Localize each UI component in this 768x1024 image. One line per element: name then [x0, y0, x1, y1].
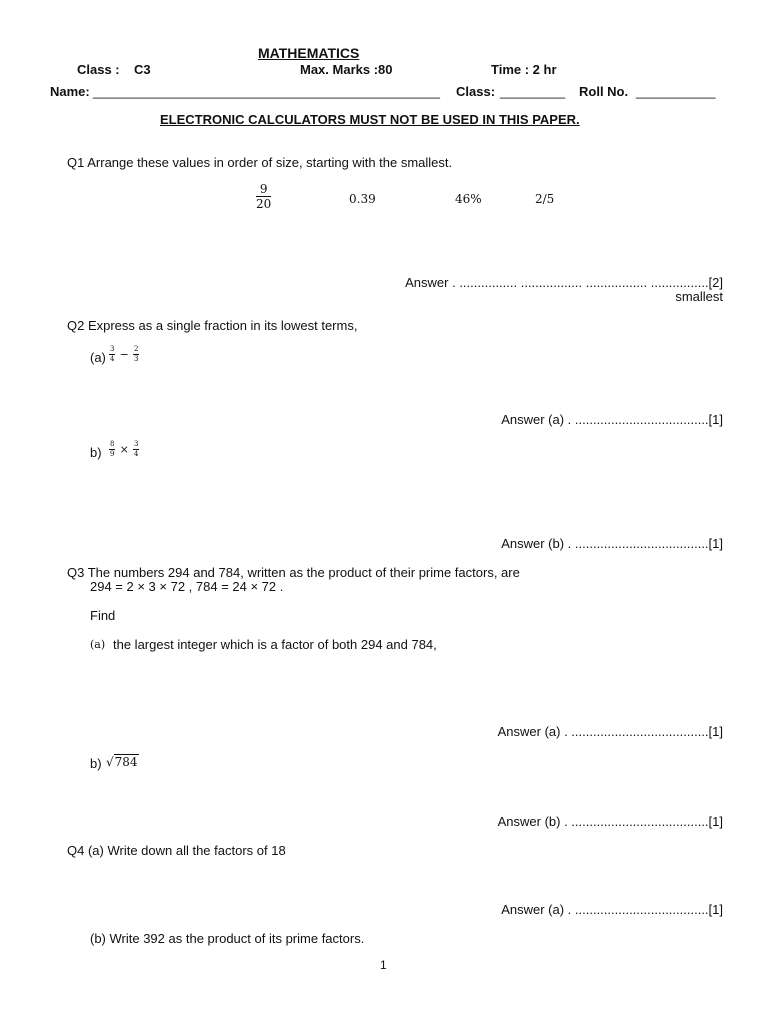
q1-smallest-label: smallest [675, 289, 723, 304]
class-label: Class : [77, 62, 120, 77]
q3b-radicand: 784 [114, 755, 138, 769]
q2b-expression [109, 441, 139, 458]
q3b-square-root [106, 755, 139, 769]
q4a-answer-line[interactable]: Answer (a) . .....................................[1] [501, 902, 723, 917]
q3a-text: the largest integer which is a factor of both 294 and 784, [113, 637, 437, 652]
q1-fraction [256, 183, 271, 210]
page-number: 1 [380, 958, 387, 972]
q2a-expression [109, 346, 139, 363]
q3b-label: b) [90, 756, 102, 771]
name-field[interactable]: ________________________________________________ [93, 84, 441, 99]
q4a-text: Q4 (a) Write down all the factors of 18 [67, 843, 286, 858]
class2-field[interactable]: _________ [500, 84, 566, 99]
calculator-warning: ELECTRONIC CALCULATORS MUST NOT BE USED IN THIS PAPER. [160, 112, 580, 127]
sqrt-icon: √ [106, 755, 114, 769]
q1-fraction-numerator: 9 [256, 183, 271, 197]
roll-label: Roll No. [579, 84, 629, 99]
q2a-operator: − [119, 348, 129, 361]
q1-value-decimal: 0.39 [349, 192, 376, 206]
class-value: C3 [134, 62, 151, 77]
time-allowed: Time : 2 hr [491, 62, 557, 77]
q2b-frac1-den: 9 [110, 450, 115, 458]
q2b-frac2-num: 3 [133, 440, 139, 448]
q2b-answer-line[interactable]: Answer (b) . .....................................[1] [501, 536, 723, 551]
class2-label: Class: [456, 84, 496, 99]
roll-field[interactable]: ___________ [636, 84, 716, 99]
q3a-answer-line[interactable]: Answer (a) . ......................................[1] [497, 724, 723, 739]
q2a-frac1-den: 4 [110, 355, 115, 363]
q2a-frac1-num: 3 [110, 345, 115, 353]
name-label: Name: [50, 84, 90, 99]
q2a-label: (a) [90, 350, 106, 365]
q2b-frac2-den: 4 [133, 450, 139, 458]
q3-find: Find [90, 608, 116, 623]
q2a-frac2-den: 3 [133, 355, 139, 363]
q1-answer-line[interactable]: Answer . ................ ................. ................. ................[2] [405, 275, 723, 290]
q1-text: Q1 Arrange these values in order of size, starting with the smallest. [67, 155, 453, 170]
q3b-answer-line[interactable]: Answer (b) . ......................................[1] [497, 814, 723, 829]
q3-factors-line: 294 = 2 × 3 × 72 , 784 = 24 × 72 . [90, 579, 284, 594]
q2b-label: b) [90, 445, 102, 460]
q2a-frac2-num: 2 [133, 345, 139, 353]
q1-value-percent: 46% [455, 192, 482, 206]
q3-text: Q3 The numbers 294 and 784, written as the product of their prime factors, are [67, 565, 520, 580]
q4b-text: (b) Write 392 as the product of its prime factors. [90, 931, 365, 946]
q3a-label: (a) [90, 638, 106, 651]
q2-text: Q2 Express as a single fraction in its lowest terms, [67, 318, 358, 333]
q1-fraction-denominator: 20 [256, 197, 272, 211]
q2a-answer-line[interactable]: Answer (a) . .....................................[1] [501, 412, 723, 427]
q2b-frac1-num: 8 [110, 440, 115, 448]
page-title: MATHEMATICS [258, 45, 360, 61]
q1-value-fraction: 2/5 [535, 192, 555, 206]
q2b-operator: × [119, 443, 129, 456]
max-marks: Max. Marks :80 [300, 62, 393, 77]
